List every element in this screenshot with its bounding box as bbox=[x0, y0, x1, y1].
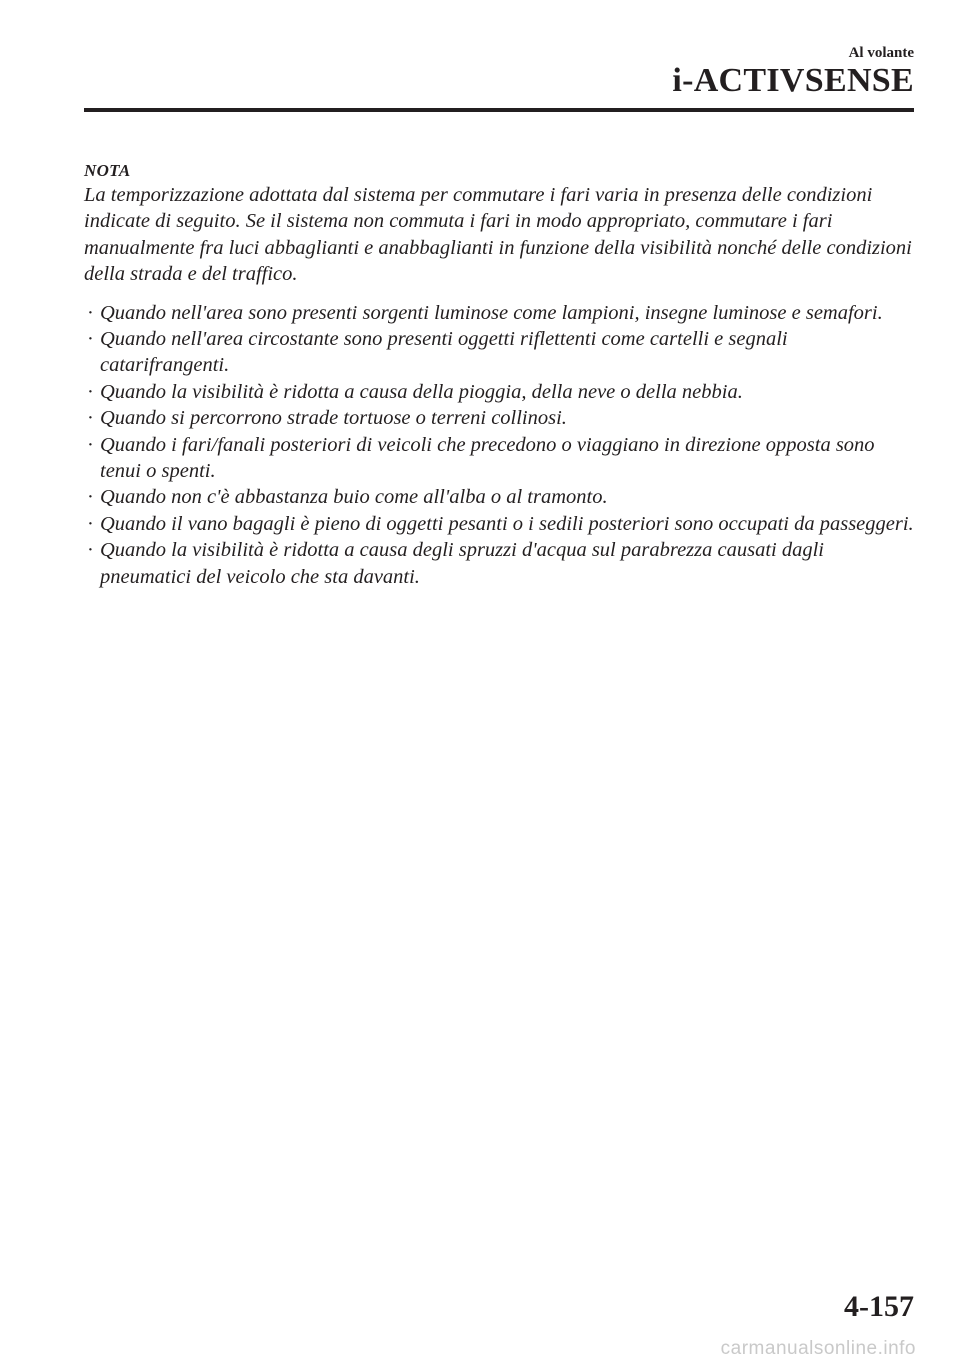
bullet-icon: · bbox=[87, 301, 94, 324]
list-item-text: Quando non c'è abbastanza buio come all'alba o al tramonto. bbox=[100, 486, 608, 509]
list-item-text: Quando la visibilità è ridotta a causa della pioggia, della neve o della nebbia. bbox=[100, 380, 743, 403]
bullet-icon: · bbox=[87, 539, 94, 562]
bullet-icon: · bbox=[87, 512, 94, 535]
note-block bbox=[84, 160, 914, 590]
list-item bbox=[84, 326, 914, 379]
bullet-icon: · bbox=[87, 328, 94, 351]
list-item-text: Quando nell'area circostante sono presenti oggetti riflettenti come cartelli e segnali catarifrangenti. bbox=[100, 328, 788, 377]
list-item bbox=[84, 379, 914, 405]
list-item bbox=[84, 432, 914, 485]
page-header bbox=[672, 44, 914, 100]
section-label: Al volante bbox=[848, 45, 914, 61]
bullet-icon: · bbox=[87, 486, 94, 509]
page-number: 4-157 bbox=[844, 1290, 914, 1323]
list-item bbox=[84, 511, 914, 537]
chapter-title: i-ACTIVSENSE bbox=[672, 62, 914, 99]
list-item-text: Quando nell'area sono presenti sorgenti luminose come lampioni, insegne luminose e semafori. bbox=[100, 301, 883, 324]
bullet-icon: · bbox=[87, 433, 94, 456]
list-item bbox=[84, 300, 914, 326]
note-heading: NOTA bbox=[84, 161, 131, 180]
condition-list bbox=[84, 300, 914, 590]
list-item-text: Quando la visibilità è ridotta a causa degli spruzzi d'acqua sul parabrezza causati dagli pneumatici del veicolo che sta davanti. bbox=[100, 539, 824, 588]
list-item-text: Quando il vano bagagli è pieno di oggetti pesanti o i sedili posteriori sono occupati da passeggeri. bbox=[100, 512, 914, 535]
bullet-icon: · bbox=[87, 380, 94, 403]
watermark: carmanualsonline.info bbox=[720, 1338, 916, 1359]
note-paragraph: La temporizzazione adottata dal sistema per commutare i fari varia in presenza delle condizioni indicate di seguito. Se il sistema non commuta i fari in modo appropriato, commutare i fari manualmente fra luci abbaglianti e anabbaglianti in funzione della visibilità nonché delle condizioni della strada e del traffico. bbox=[84, 184, 912, 286]
list-item bbox=[84, 405, 914, 431]
list-item-text: Quando si percorrono strade tortuose o terreni collinosi. bbox=[100, 407, 567, 430]
list-item bbox=[84, 484, 914, 510]
list-item-text: Quando i fari/fanali posteriori di veicoli che precedono o viaggiano in direzione opposta sono tenui o spenti. bbox=[100, 433, 875, 483]
header-rule bbox=[84, 108, 914, 112]
list-item bbox=[84, 537, 914, 590]
bullet-icon: · bbox=[87, 407, 94, 430]
